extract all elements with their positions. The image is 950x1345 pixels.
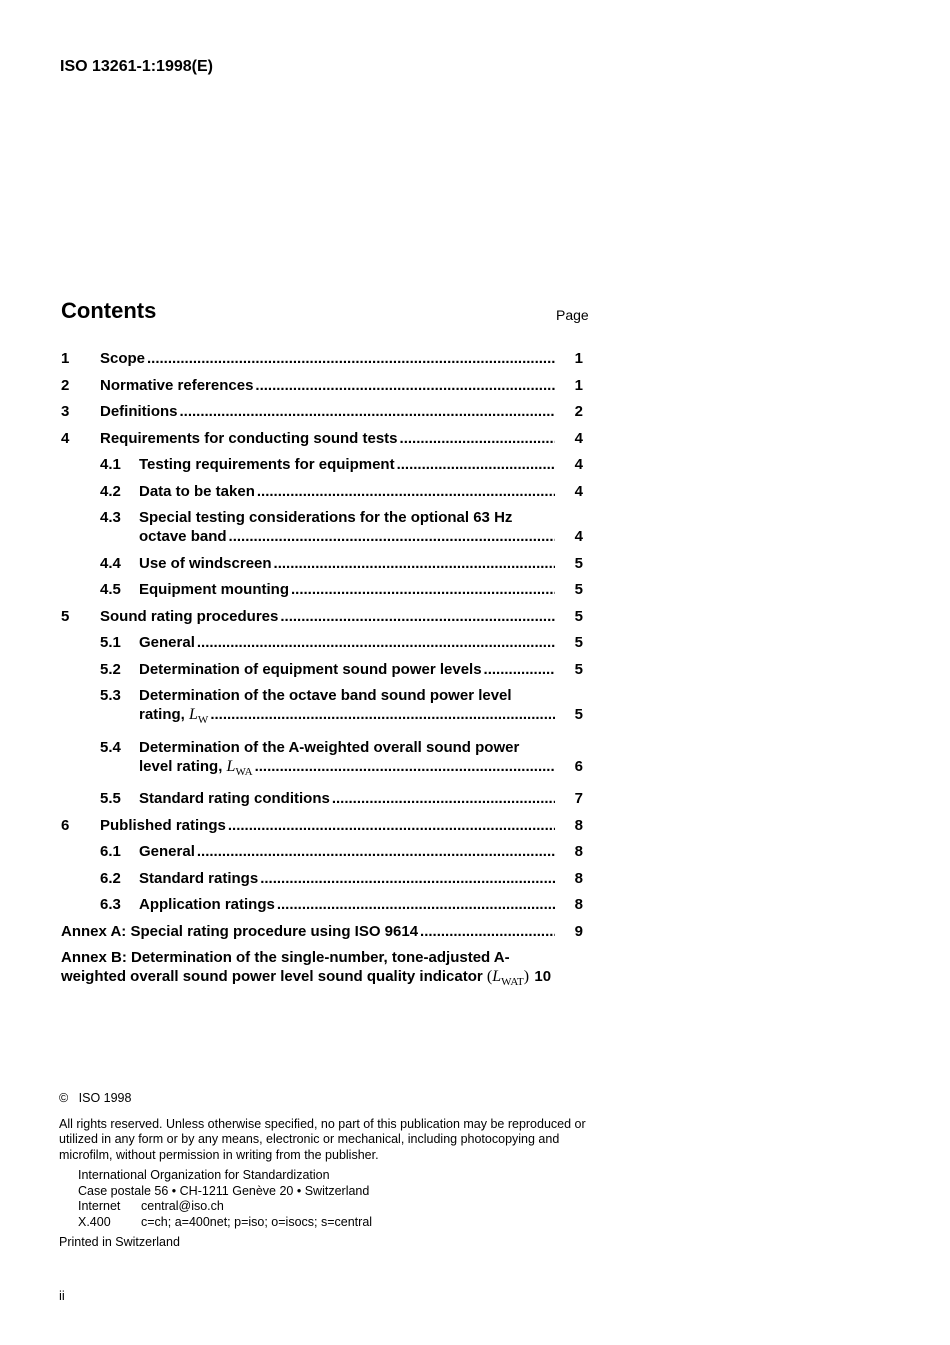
toc-number: 5.4 xyxy=(100,738,121,756)
dot-leader xyxy=(255,757,555,776)
symbol-lwa: $L_{WA}$ xyxy=(226,757,253,778)
toc-title: Application ratings xyxy=(139,896,275,914)
toc-number: 4.1 xyxy=(100,456,121,473)
dot-leader xyxy=(197,842,555,861)
dot-leader xyxy=(255,376,555,395)
copyright-icon: © xyxy=(59,1091,69,1105)
toc-title: Standard rating conditions xyxy=(139,790,330,808)
toc-number: 1 xyxy=(61,350,70,367)
toc-title: Published ratings xyxy=(100,816,226,834)
dot-leader xyxy=(274,554,555,573)
toc-title: Scope xyxy=(100,350,146,367)
toc-page: 5 xyxy=(574,554,583,572)
toc-page: 10 xyxy=(534,968,552,986)
toc-entry-6[interactable] xyxy=(61,816,586,835)
toc-number: 6.3 xyxy=(100,896,121,914)
toc-title-line1: Special testing considerations for the optional 63 Hz xyxy=(139,509,513,526)
toc-page: 4 xyxy=(574,482,583,500)
toc-entry-5-4[interactable] xyxy=(61,738,586,782)
dot-leader xyxy=(180,402,556,421)
toc-title-line2: octave band xyxy=(139,528,227,545)
publisher-address xyxy=(59,1168,599,1230)
toc-entry-5-3[interactable] xyxy=(61,686,586,730)
toc-page: 2 xyxy=(574,403,583,420)
dot-leader xyxy=(280,607,555,626)
copyright-block xyxy=(59,1091,599,1251)
toc-page: 5 xyxy=(574,581,583,598)
toc-entry-5-1[interactable] xyxy=(61,633,586,652)
toc-page: 5 xyxy=(574,607,583,625)
copyright-line: © ISO 1998 xyxy=(59,1091,132,1105)
toc-page: 8 xyxy=(574,843,583,861)
toc-title: Data to be taken xyxy=(139,482,255,500)
toc-entry-1[interactable] xyxy=(61,349,586,368)
toc-number: 5.5 xyxy=(100,790,121,808)
toc-number: 5.1 xyxy=(100,634,121,651)
toc-title: Use of windscreen xyxy=(139,554,272,572)
toc-page: 5 xyxy=(574,660,583,678)
toc-number: 3 xyxy=(61,403,70,420)
page-column-label: Page xyxy=(556,307,589,323)
document-id: ISO 13261-1:1998(E) xyxy=(60,58,213,75)
toc-title-line2: rating, $L_W$ xyxy=(139,706,209,727)
dot-leader xyxy=(228,816,555,835)
internet-address: central@iso.ch xyxy=(141,1199,224,1213)
toc-entry-5-5[interactable] xyxy=(61,789,586,808)
toc-number: 4.4 xyxy=(100,554,121,572)
toc-number: 5 xyxy=(61,607,70,625)
toc-title-line2: weighted overall sound power level sound quality indicator $(L_{WAT})$ xyxy=(61,968,530,989)
toc-number: 5.2 xyxy=(100,660,121,678)
printed-in: Printed in Switzerland xyxy=(59,1235,180,1249)
toc-title: Standard ratings xyxy=(139,869,259,887)
toc-number: 6.2 xyxy=(100,869,121,887)
toc-page: 9 xyxy=(574,922,583,940)
dot-leader xyxy=(332,789,555,808)
toc-title: General xyxy=(139,634,195,651)
toc-number: 6 xyxy=(61,816,70,834)
toc-title-line2: level rating, $L_{WA}$ xyxy=(139,757,253,778)
toc-entry-4-3[interactable] xyxy=(61,508,586,546)
x400-row: X.400 c=ch; a=400net; p=iso; o=isocs; s=central xyxy=(78,1214,373,1229)
toc-entry-6-3[interactable] xyxy=(61,895,586,914)
dot-leader xyxy=(257,482,555,501)
contents-heading: Contents xyxy=(61,298,157,323)
toc-title-line1: Determination of the A-weighted overall sound power xyxy=(139,738,520,756)
internet-row: Internet central@iso.ch xyxy=(78,1199,224,1213)
toc-number: 4.2 xyxy=(100,482,121,500)
toc-page: 1 xyxy=(574,376,583,394)
toc-entry-5[interactable] xyxy=(61,607,586,626)
toc-entry-annex-a[interactable] xyxy=(61,922,586,941)
toc-page: 5 xyxy=(574,634,583,651)
toc-title: Normative references xyxy=(100,376,254,394)
toc-title: Equipment mounting xyxy=(139,581,289,598)
toc-entry-4-5[interactable] xyxy=(61,580,586,599)
dot-leader xyxy=(400,429,555,448)
toc-page: 4 xyxy=(574,429,583,447)
toc-title: Annex A: Special rating procedure using ISO 9614 xyxy=(61,922,419,940)
toc-number: 4.3 xyxy=(100,509,121,526)
toc-entry-6-1[interactable] xyxy=(61,842,586,861)
toc-page: 8 xyxy=(574,816,583,834)
dot-leader xyxy=(291,580,555,599)
rights-statement: All rights reserved. Unless otherwise specified, no part of this publication may be reproduced or utilized in any form or by any means, electronic or mechanical, including photocopying and microfilm, without permission in writing from the publisher. xyxy=(59,1116,586,1162)
dot-leader xyxy=(420,922,555,941)
symbol-lwat: $(L_{WAT})$ xyxy=(486,968,530,989)
toc-page: 8 xyxy=(574,896,583,914)
toc-page: 1 xyxy=(574,350,583,367)
toc-number: 6.1 xyxy=(100,843,121,861)
dot-leader xyxy=(229,527,555,546)
toc-title: Definitions xyxy=(100,403,178,420)
toc-entry-4-2[interactable] xyxy=(61,482,586,501)
dot-leader xyxy=(260,869,555,888)
table-of-contents xyxy=(61,349,586,1000)
x400-address: c=ch; a=400net; p=iso; o=isocs; s=central xyxy=(141,1214,373,1229)
dot-leader xyxy=(484,660,555,679)
postal-address: Case postale 56 • CH-1211 Genève 20 • Switzerland xyxy=(78,1183,370,1198)
toc-entry-3[interactable] xyxy=(61,402,586,421)
dot-leader xyxy=(397,455,555,474)
toc-title: Sound rating procedures xyxy=(100,607,279,625)
page-folio: ii xyxy=(59,1288,65,1303)
toc-title: Determination of equipment sound power levels xyxy=(139,660,482,678)
dot-leader xyxy=(197,633,555,652)
toc-page: 8 xyxy=(574,869,583,887)
toc-number: 5.3 xyxy=(100,687,121,704)
toc-entry-4[interactable] xyxy=(61,429,586,448)
toc-entry-4-4[interactable] xyxy=(61,554,586,573)
toc-title: Testing requirements for equipment xyxy=(139,456,395,473)
toc-title: Requirements for conducting sound tests xyxy=(100,429,398,447)
toc-title-line1: Annex B: Determination of the single-number, tone-adjusted A- xyxy=(61,949,510,967)
toc-entry-6-2[interactable] xyxy=(61,869,586,888)
toc-page: 6 xyxy=(574,757,583,775)
toc-title: General xyxy=(139,843,195,861)
toc-page: 4 xyxy=(574,456,583,473)
toc-page: 5 xyxy=(574,706,583,723)
symbol-lw: $L_W$ xyxy=(189,706,209,727)
toc-number: 4 xyxy=(61,429,70,447)
toc-page: 7 xyxy=(574,790,583,808)
toc-entry-4-1[interactable] xyxy=(61,455,586,474)
toc-number: 2 xyxy=(61,376,70,394)
toc-number: 4.5 xyxy=(100,581,121,598)
dot-leader xyxy=(277,895,555,914)
publisher-name: International Organization for Standardization xyxy=(78,1168,330,1182)
toc-title-line1: Determination of the octave band sound power level xyxy=(139,687,512,704)
toc-entry-5-2[interactable] xyxy=(61,660,586,679)
toc-page: 4 xyxy=(574,528,583,545)
toc-entry-annex-b[interactable] xyxy=(61,948,586,992)
toc-entry-2[interactable] xyxy=(61,376,586,395)
dot-leader xyxy=(210,705,555,724)
dot-leader xyxy=(147,349,555,368)
